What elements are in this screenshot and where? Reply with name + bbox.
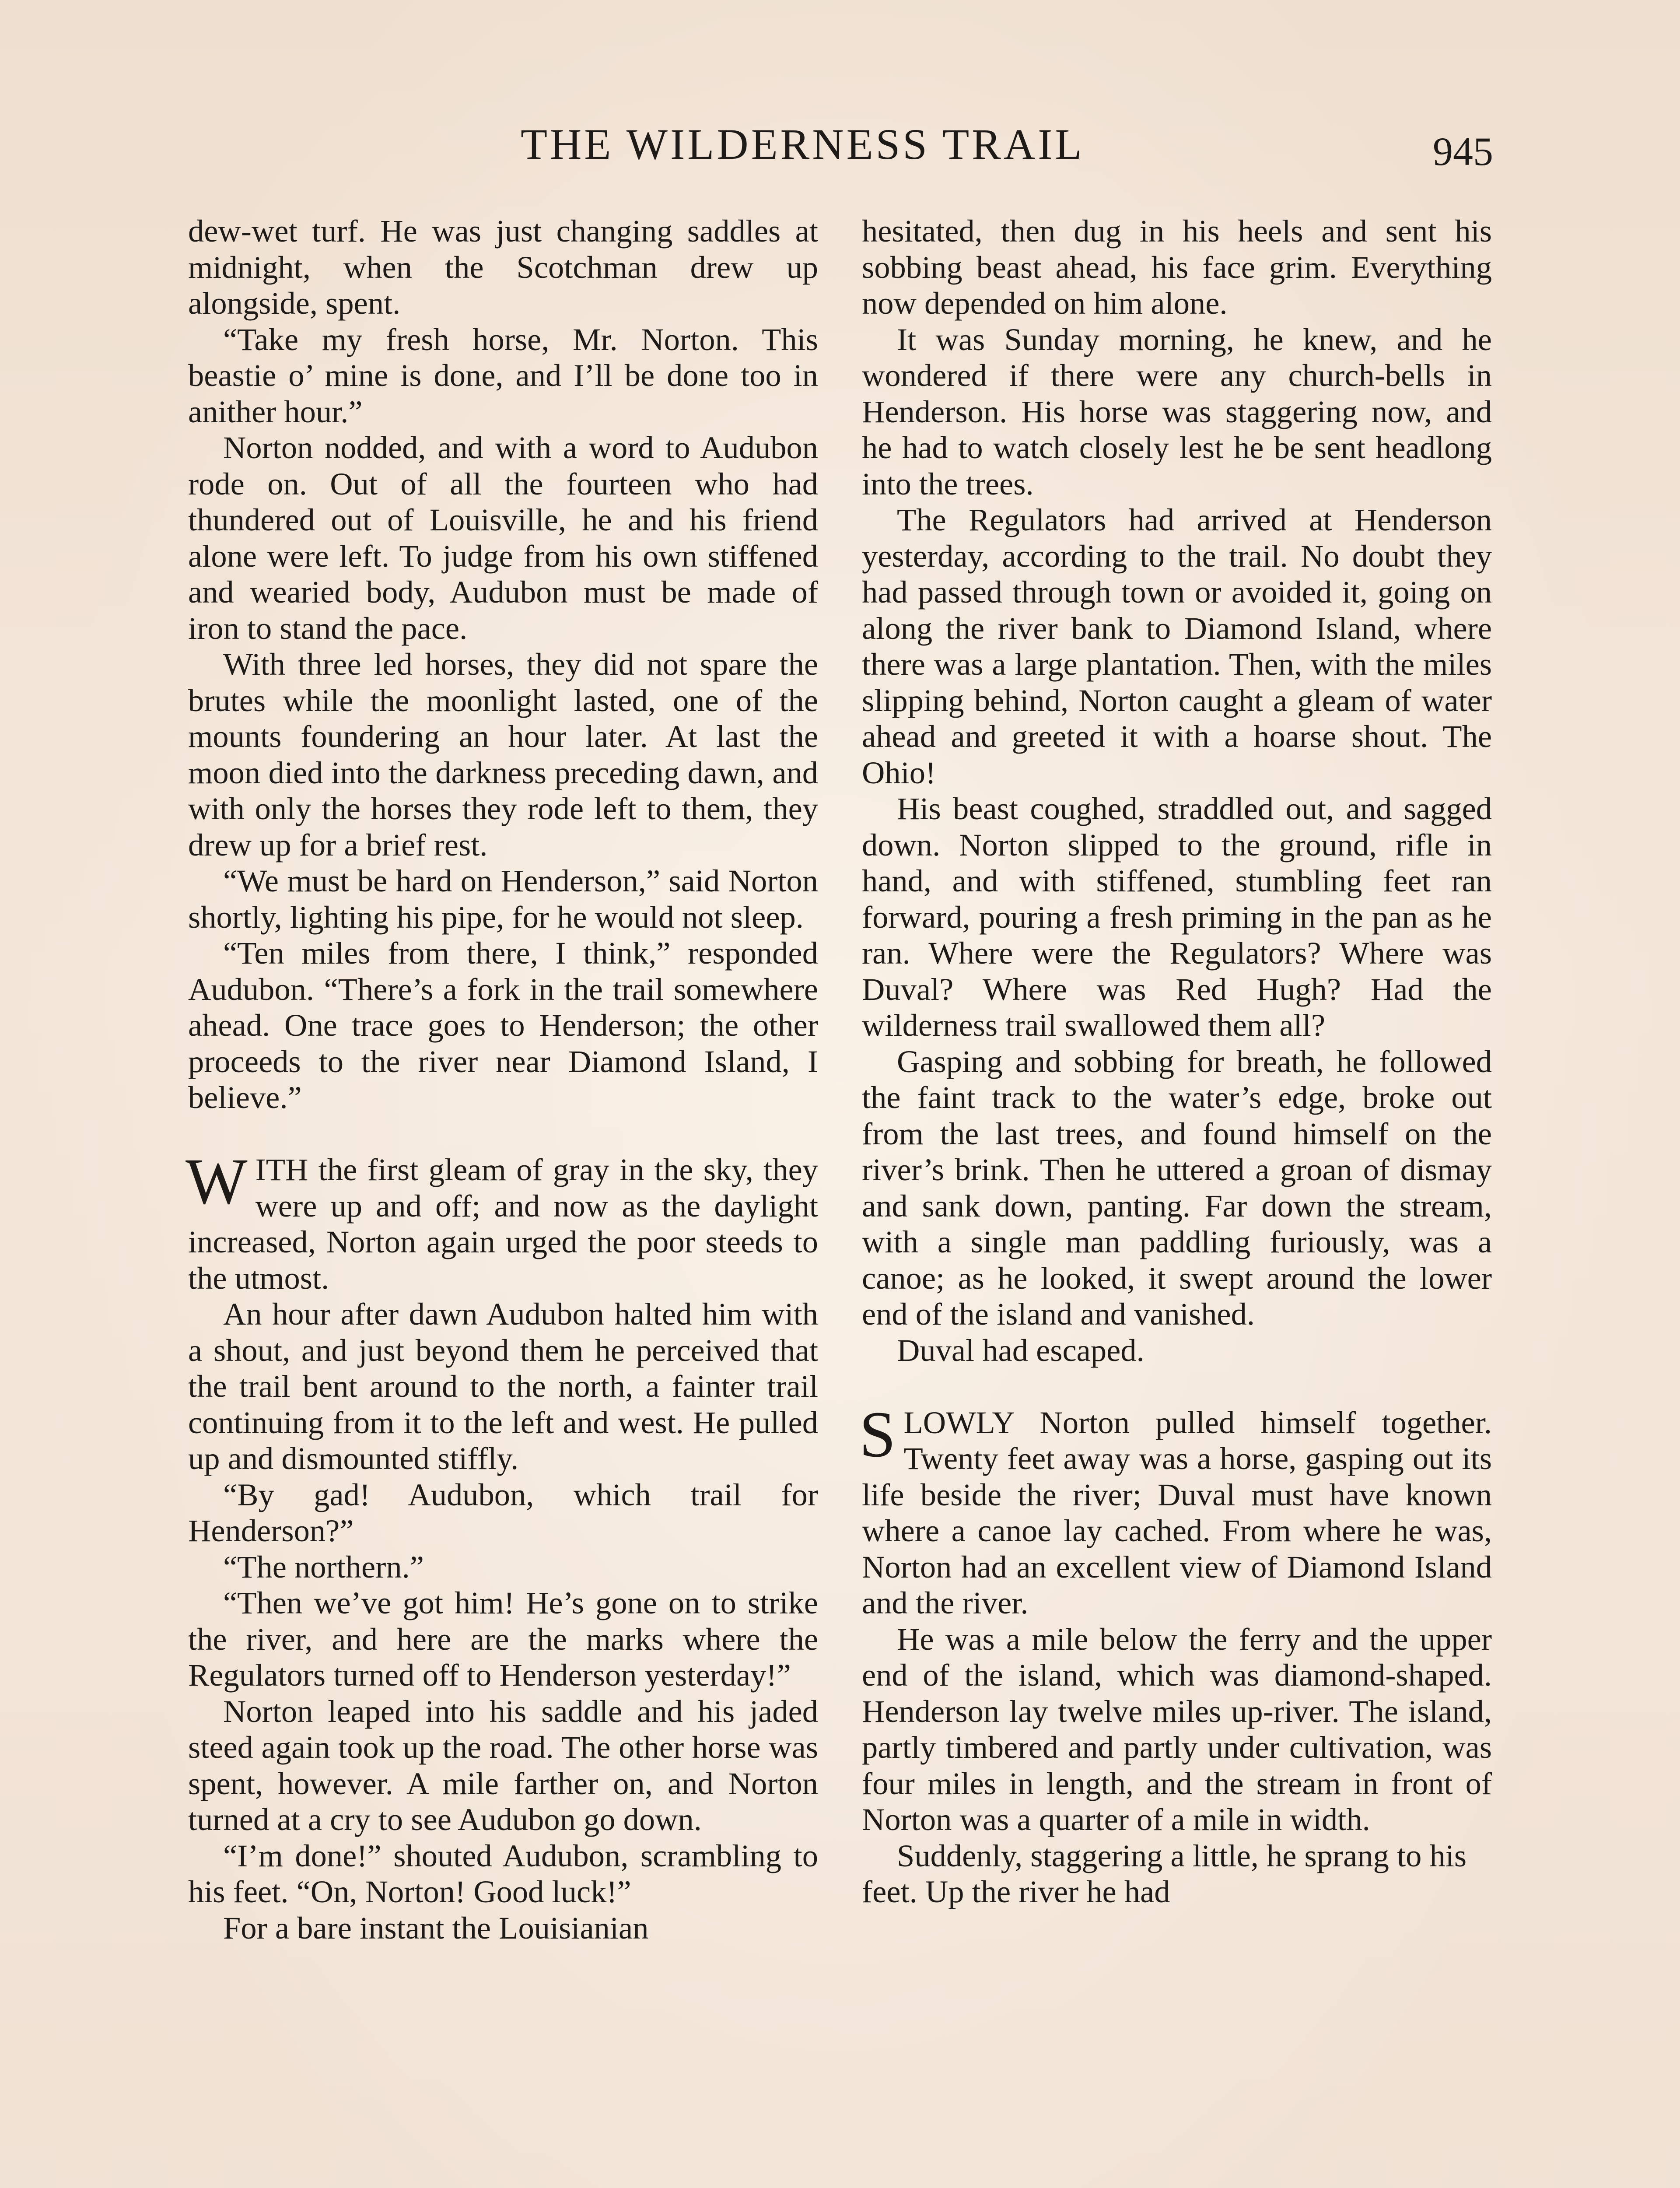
paragraph: He was a mile below the ferry and the upper end of the island, which was diamond-shaped. Henderson lay twelve miles up-river. The island, partly timbered and partly under cultivation, was four miles in length, and the stream in front of Norton was a quarter of a mile in width. — [862, 1621, 1492, 1837]
paragraph: For a bare instant the Louisianian — [223, 1910, 649, 1946]
section-opening-text: ITH the first gleam of gray in the sky, they were up and off; and now as the daylight increased, Norton again urged the poor steeds to the utmost. — [188, 1152, 818, 1296]
paragraph: The Regulators had arrived at Henderson yesterday, according to the trail. No doubt they had passed through town or avoided it, going on along the river bank to Diamond Island, where there was a large plantation. Then, with the miles slipping behind, Norton caught a gleam of water ahead and greeted it with a hoarse shout. The Ohio! — [862, 502, 1492, 790]
running-title: THE WILDERNESS TRAIL — [521, 120, 1085, 168]
paragraph: Norton leaped into his saddle and his jaded steed again took up the road. The other horse was spent, however. A mile farther on, and Norton turned at a cry to see Audubon go down. — [188, 1693, 818, 1837]
section-opening-text: LOWLY Norton pulled himself together. Twenty feet away was a horse, gasping out its life beside the river; Duval must have known where a canoe lay cached. From where he was, Norton had an excellent view of Diamond Island and the river. — [862, 1404, 1492, 1620]
section-opening-paragraph — [186, 1145, 818, 1296]
page-number: 945 — [1433, 129, 1493, 174]
paragraph: “Then we’ve got him! He’s gone on to strike the river, and here are the marks where the Regulators turned off to Henderson yesterday!” — [188, 1585, 818, 1693]
paragraph: His beast coughed, straddled out, and sagged down. Norton slipped to the ground, rifle in hand, and with stiffened, stumbling feet ran forward, pouring a fresh priming in the pan as he ran. Where were the Regulators? Where was Duval? Where was Red Hugh? Had the wilderness trail swallowed them all? — [862, 791, 1492, 1043]
paragraph: hesitated, then dug in his heels and sent his sobbing beast ahead, his face grim. Everything now depended on him alone. — [862, 213, 1492, 321]
paragraph: Duval had escaped. — [897, 1332, 1144, 1368]
paragraph: “By gad! Audubon, which trail for Henderson?” — [188, 1476, 818, 1548]
paragraph: dew-wet turf. He was just changing saddles at midnight, when the Scotchman drew up alongside, spent. — [188, 213, 818, 321]
drop-cap: S — [859, 1398, 896, 1471]
paragraph: “The northern.” — [223, 1549, 424, 1585]
paragraph: Norton nodded, and with a word to Audubon rode on. Out of all the fourteen who had thundered out of Louisville, he and his friend alone were left. To judge from his own stiffened and wearied body, Audubon must be made of iron to stand the pace. — [188, 430, 818, 646]
paragraph: Gasping and sobbing for breath, he followed the faint track to the water’s edge, broke out from the last trees, and found himself on the river’s brink. Then he uttered a groan of dismay and sank down, panting. Far down the stream, with a single man paddling furiously, was a canoe; as he looked, it swept around the lower end of the island and vanished. — [862, 1043, 1492, 1332]
paragraph: “Ten miles from there, I think,” responded Audubon. “There’s a fork in the trail somewhere ahead. One trace goes to Henderson; the other proceeds to the river near Diamond Island, I believe.” — [188, 935, 818, 1115]
left-column — [188, 213, 818, 1946]
paragraph: An hour after dawn Audubon halted him with a shout, and just beyond them he perceived that the trail bent around to the north, a fainter trail continuing from it to the left and west. He pulled up and dismounted stiffly. — [188, 1296, 818, 1476]
right-column — [859, 213, 1492, 1910]
paragraph: “We must be hard on Henderson,” said Norton shortly, lighting his pipe, for he would not sleep. — [188, 863, 818, 935]
drop-cap: W — [186, 1145, 248, 1218]
paragraph: “I’m done!” shouted Audubon, scrambling to his feet. “On, Norton! Good luck!” — [188, 1837, 818, 1909]
paragraph: Suddenly, staggering a little, he sprang to his feet. Up the river he had — [862, 1837, 1467, 1909]
paragraph: “Take my fresh horse, Mr. Norton. This beastie o’ mine is done, and I’ll be done too in anither hour.” — [188, 321, 818, 429]
paragraph: It was Sunday morning, he knew, and he wondered if there were any church-bells in Henderson. His horse was staggering now, and he had to watch closely lest he be sent headlong into the trees. — [862, 321, 1492, 501]
paragraph: With three led horses, they did not spare the brutes while the moonlight lasted, one of the mounts foundering an hour later. At last the moon died into the darkness preceding dawn, and with only the horses they rode left to them, they drew up for a brief rest. — [188, 646, 818, 863]
section-opening-paragraph — [859, 1398, 1492, 1621]
